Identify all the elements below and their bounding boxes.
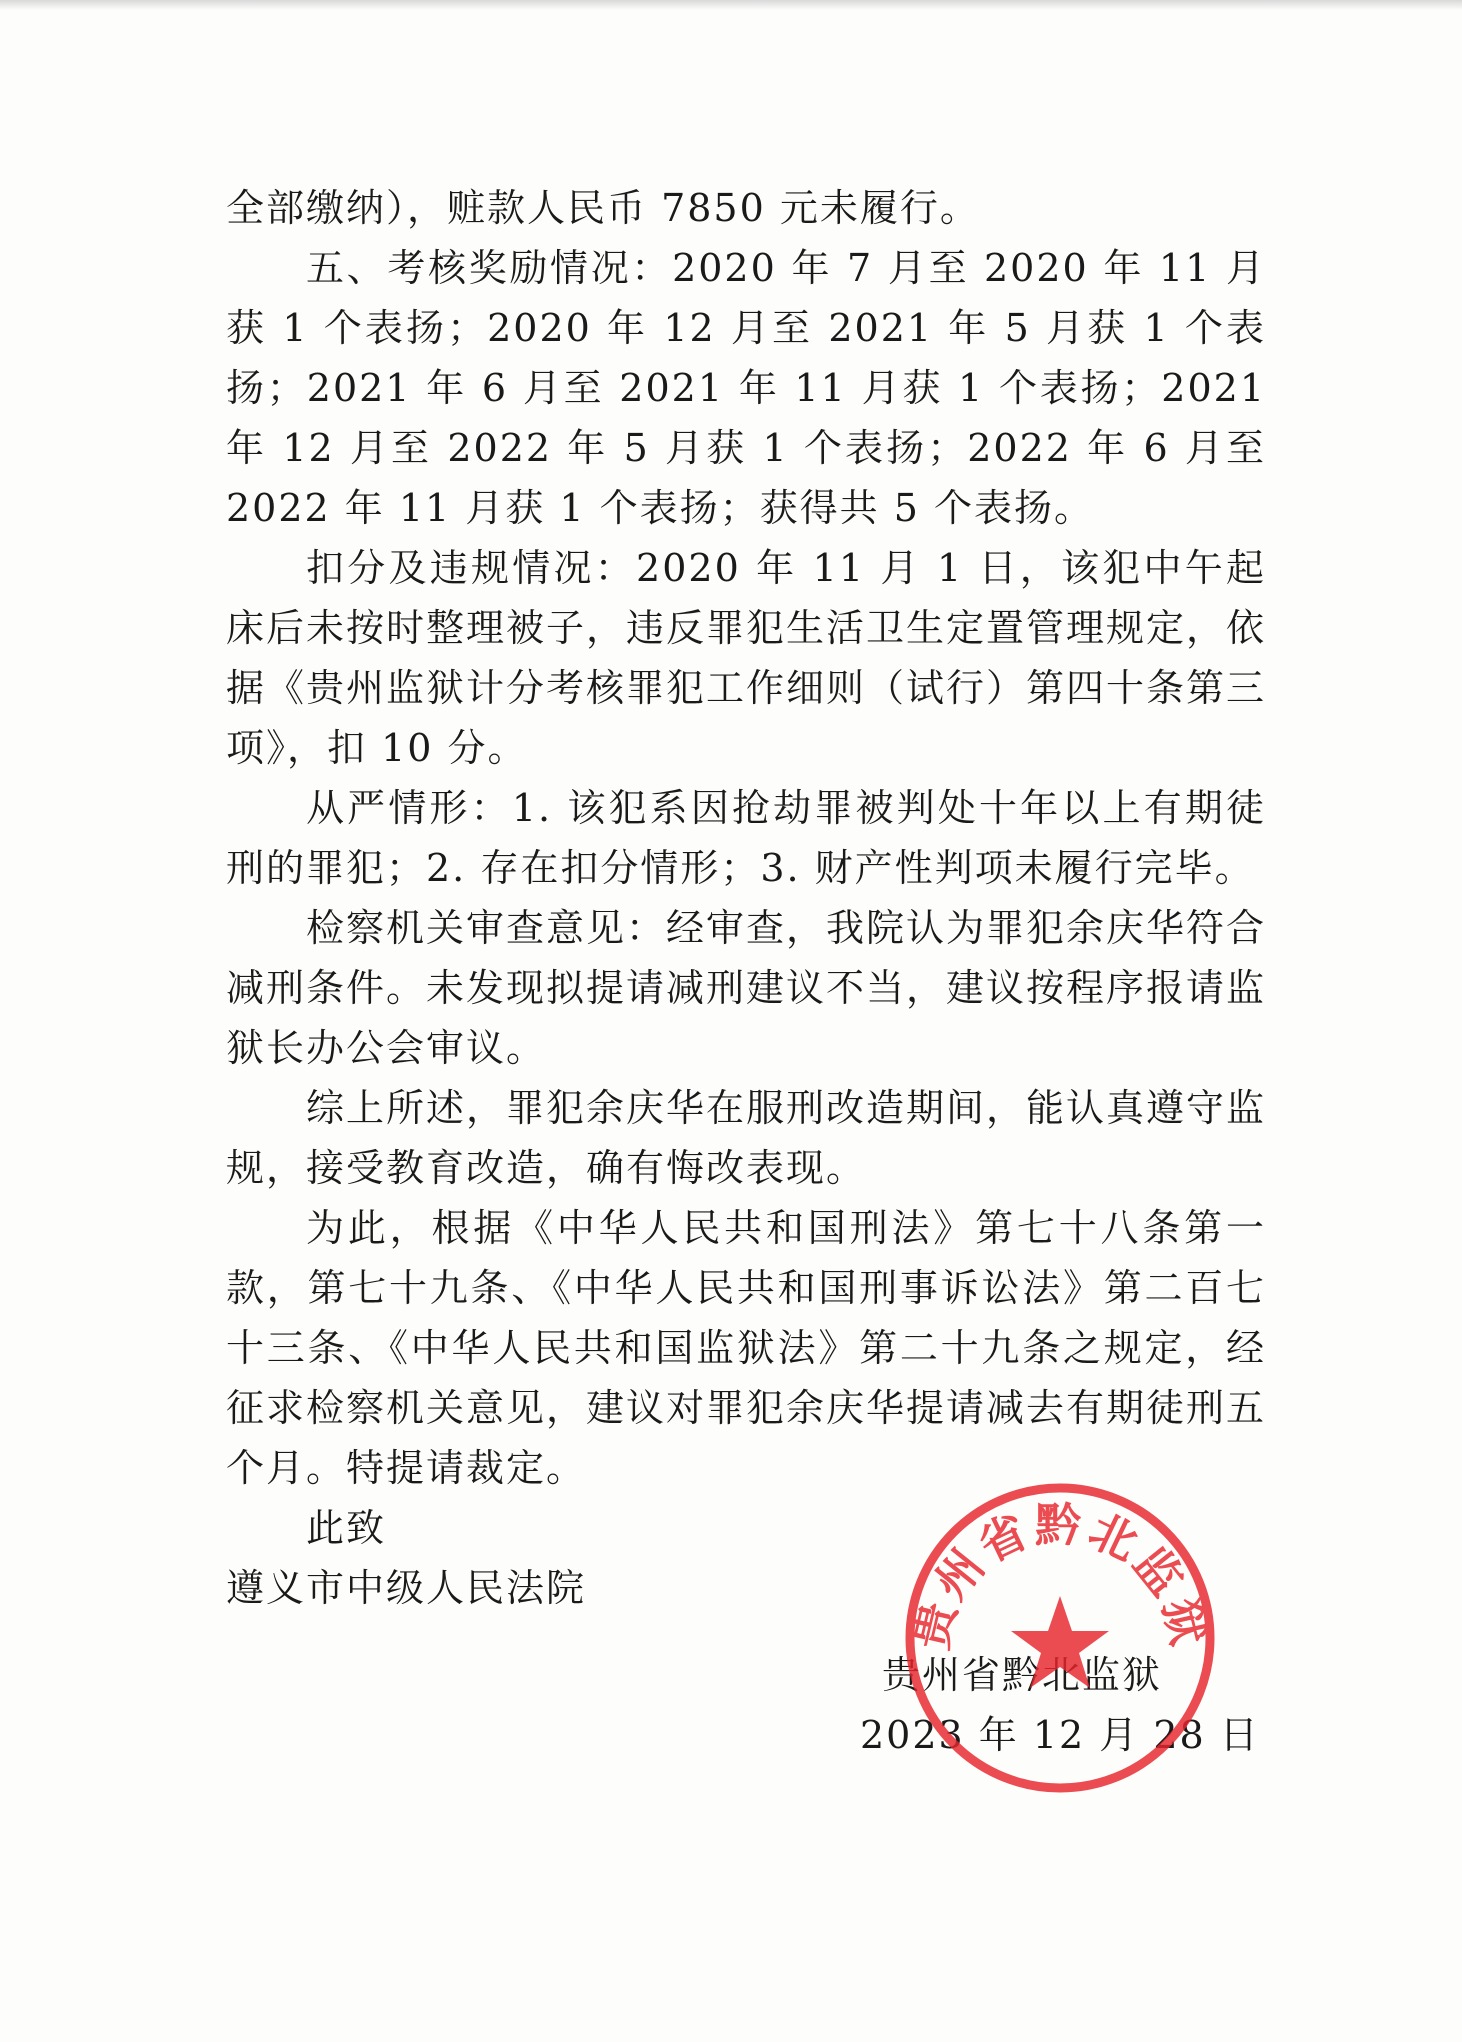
addressee: 遵义市中级人民法院	[226, 1566, 587, 1610]
official-seal-icon	[900, 1478, 1220, 1798]
document-body	[226, 178, 1266, 1618]
issue-date: 2023 年 12 月 28 日	[860, 1713, 1260, 1757]
paragraph-summary: 综上所述，罪犯余庆华在服刑改造期间，能认真遵守监规，接受教育改造，确有悔改表现。	[226, 1086, 1267, 1190]
issuer-name: 贵州省黔北监狱	[882, 1653, 1163, 1697]
paragraph-rewards: 五、考核奖励情况：2020 年 7 月至 2020 年 11 月获 1 个表扬；2020 年 12 月至 2021 年 5 月获 1 个表扬；2021 年 6 月至 2021 年 11 月获 1 个表扬；2021 年 12 月至 2022 年 5 月获 1 个表扬；2022 年 6 月至 2022 年 11 月获 1 个表扬；获得共 5 个表扬。	[226, 246, 1266, 530]
paragraph-strict-circumstances: 从严情形：1. 该犯系因抢劫罪被判处十年以上有期徒刑的罪犯；2. 存在扣分情形；3. 财产性判项未履行完毕。	[226, 786, 1266, 890]
svg-text:贵州省黔北监狱: 贵州省黔北监狱	[903, 1498, 1217, 1655]
paragraph-procuratorate-opinion: 检察机关审查意见：经审查，我院认为罪犯余庆华符合减刑条件。未发现拟提请减刑建议不当，建议按程序报请监狱长办公会审议。	[226, 906, 1267, 1070]
scan-edge	[0, 0, 1462, 10]
paragraph-continuation: 全部缴纳），赃款人民币 7850 元未履行。	[226, 186, 980, 230]
paragraph-deductions: 扣分及违规情况：2020 年 11 月 1 日，该犯中午起床后未按时整理被子，违反罪犯生活卫生定置管理规定，依据《贵州监狱计分考核罪犯工作细则（试行）第四十条第三项》，扣 10 分。	[226, 546, 1267, 770]
salutation: 此致	[306, 1506, 387, 1550]
paragraph-legal-basis: 为此，根据《中华人民共和国刑法》第七十八条第一款，第七十九条、《中华人民共和国刑事诉讼法》第二百七十三条、《中华人民共和国监狱法》第二十九条之规定，经征求检察机关意见，建议对罪犯余庆华提请减去有期徒刑五个月。特提请裁定。	[226, 1206, 1267, 1490]
